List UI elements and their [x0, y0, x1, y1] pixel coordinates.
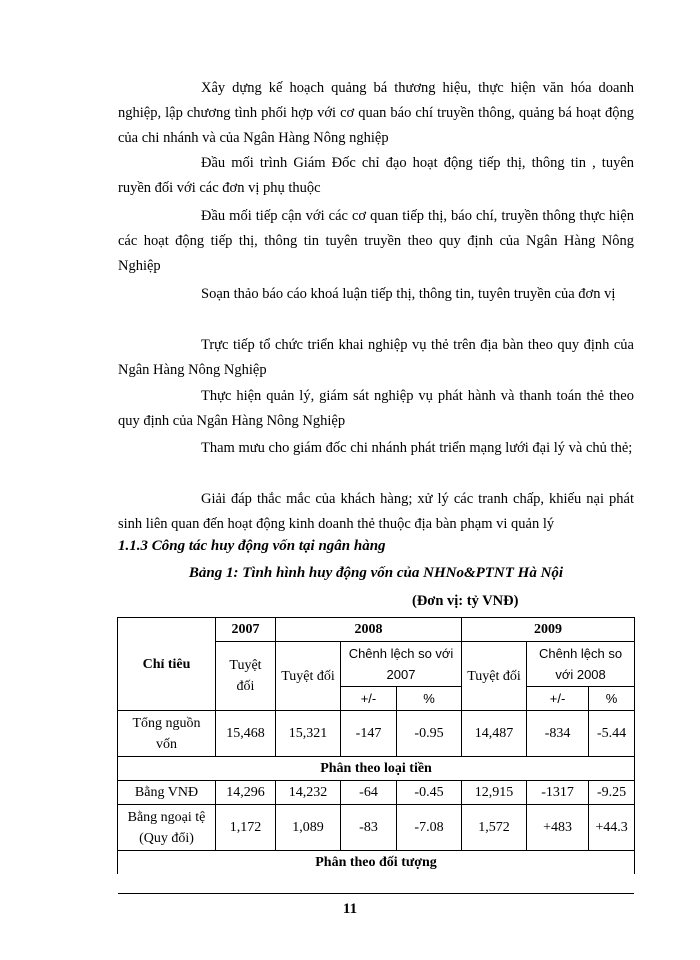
paragraph-customer-support: Giải đáp thắc mắc của khách hàng; xử lý các tranh chấp, khiếu nại phát sinh liên quan đến hoạt động kinh doanh thẻ thuộc địa bàn phạm vi quản lý	[118, 491, 634, 532]
header-year-2007: 2007	[216, 618, 276, 642]
cell-2008-percent: -0.45	[397, 781, 462, 805]
section-heading: 1.1.3 Công tác huy động vốn tại ngân hàng	[118, 538, 386, 554]
footer-divider	[118, 893, 634, 894]
table-row-vnd	[118, 781, 635, 805]
header-percent-2009: %	[589, 687, 635, 711]
section-label-object: Phân theo đối tượng	[118, 851, 635, 875]
cell-2008-diff: -83	[341, 805, 397, 851]
cell-2008-absolute: 14,232	[276, 781, 341, 805]
cell-2009-percent: -9.25	[589, 781, 635, 805]
header-year-2009: 2009	[462, 618, 635, 642]
cell-2007-absolute: 1,172	[216, 805, 276, 851]
header-chi-tieu: Chỉ tiêu	[118, 618, 216, 711]
page-number: 11	[342, 901, 358, 917]
paragraph-report-drafting: Soạn thảo báo cáo khoá luận tiếp thị, thông tin, tuyên truyền của đơn vị	[201, 286, 616, 302]
header-absolute-2007: Tuyệt đối	[216, 642, 276, 711]
cell-2009-diff: -1317	[527, 781, 589, 805]
cell-2008-diff: -147	[341, 711, 397, 757]
paragraph-card-operations: Trực tiếp tổ chức triển khai nghiệp vụ thẻ trên địa bàn theo quy định của Ngân Hàng Nông Nghiệp	[118, 337, 634, 378]
capital-mobilization-table	[117, 617, 635, 874]
row-label: Bằng ngoại tệ (Quy đổi)	[118, 805, 216, 851]
row-label: Bằng VNĐ	[118, 781, 216, 805]
table-row-total-capital	[118, 711, 635, 757]
header-diff-vs-2008: Chênh lệch so với 2008	[527, 642, 635, 687]
section-label-currency: Phân theo loại tiền	[118, 757, 635, 781]
header-plus-minus-2008: +/-	[341, 687, 397, 711]
cell-2009-diff: -834	[527, 711, 589, 757]
paragraph-marketing-lead: Đầu mối trình Giám Đốc chỉ đạo hoạt động tiếp thị, thông tin , tuyên ruyền đối với các đơn vị phụ thuộc	[118, 155, 634, 196]
cell-2008-absolute: 15,321	[276, 711, 341, 757]
cell-2008-percent: -7.08	[397, 805, 462, 851]
table-section-row-object	[118, 851, 635, 875]
cell-2009-diff: +483	[527, 805, 589, 851]
header-plus-minus-2009: +/-	[527, 687, 589, 711]
header-diff-vs-2007: Chênh lệch so với 2007	[341, 642, 462, 687]
paragraph-card-supervision: Thực hiện quản lý, giám sát nghiệp vụ phát hành và thanh toán thẻ theo quy định của Ngân Hàng Nông Nghiệp	[118, 388, 634, 429]
paragraph-agent-network: Tham mưu cho giám đốc chi nhánh phát triển mạng lưới đại lý và chủ thẻ;	[201, 440, 633, 456]
paragraph-brand-promotion: Xây dựng kế hoạch quảng bá thương hiệu, thực hiện văn hóa doanh nghiệp, lập chương tình phối hợp với cơ quan báo chí truyền thông, quảng bá hoạt động của chi nhánh và của Ngân Hàng Nông nghiệp	[118, 80, 634, 146]
cell-2009-percent: +44.3	[589, 805, 635, 851]
cell-2009-percent: -5.44	[589, 711, 635, 757]
cell-2009-absolute: 1,572	[462, 805, 527, 851]
paragraph-press-contact: Đầu mối tiếp cận với các cơ quan tiếp thị, báo chí, truyền thông thực hiện các hoạt động tiếp thị, thông tin tuyên truyền theo quy định của Ngân Hàng Nông Nghiệp	[118, 208, 634, 274]
cell-2009-absolute: 14,487	[462, 711, 527, 757]
cell-2008-absolute: 1,089	[276, 805, 341, 851]
table-header-row-years	[118, 618, 635, 642]
header-absolute-2008: Tuyệt đối	[276, 642, 341, 711]
cell-2009-absolute: 12,915	[462, 781, 527, 805]
table-caption: Bảng 1: Tình hình huy động vốn của NHNo&PTNT Hà Nội	[188, 565, 564, 581]
header-year-2008: 2008	[276, 618, 462, 642]
cell-2007-absolute: 14,296	[216, 781, 276, 805]
cell-2008-percent: -0.95	[397, 711, 462, 757]
header-absolute-2009: Tuyệt đối	[462, 642, 527, 711]
cell-2008-diff: -64	[341, 781, 397, 805]
table-row-foreign-currency	[118, 805, 635, 851]
header-percent-2008: %	[397, 687, 462, 711]
row-label: Tổng nguồn vốn	[118, 711, 216, 757]
cell-2007-absolute: 15,468	[216, 711, 276, 757]
unit-label: (Đơn vị: tỷ VNĐ)	[412, 593, 519, 609]
table-section-row-currency	[118, 757, 635, 781]
